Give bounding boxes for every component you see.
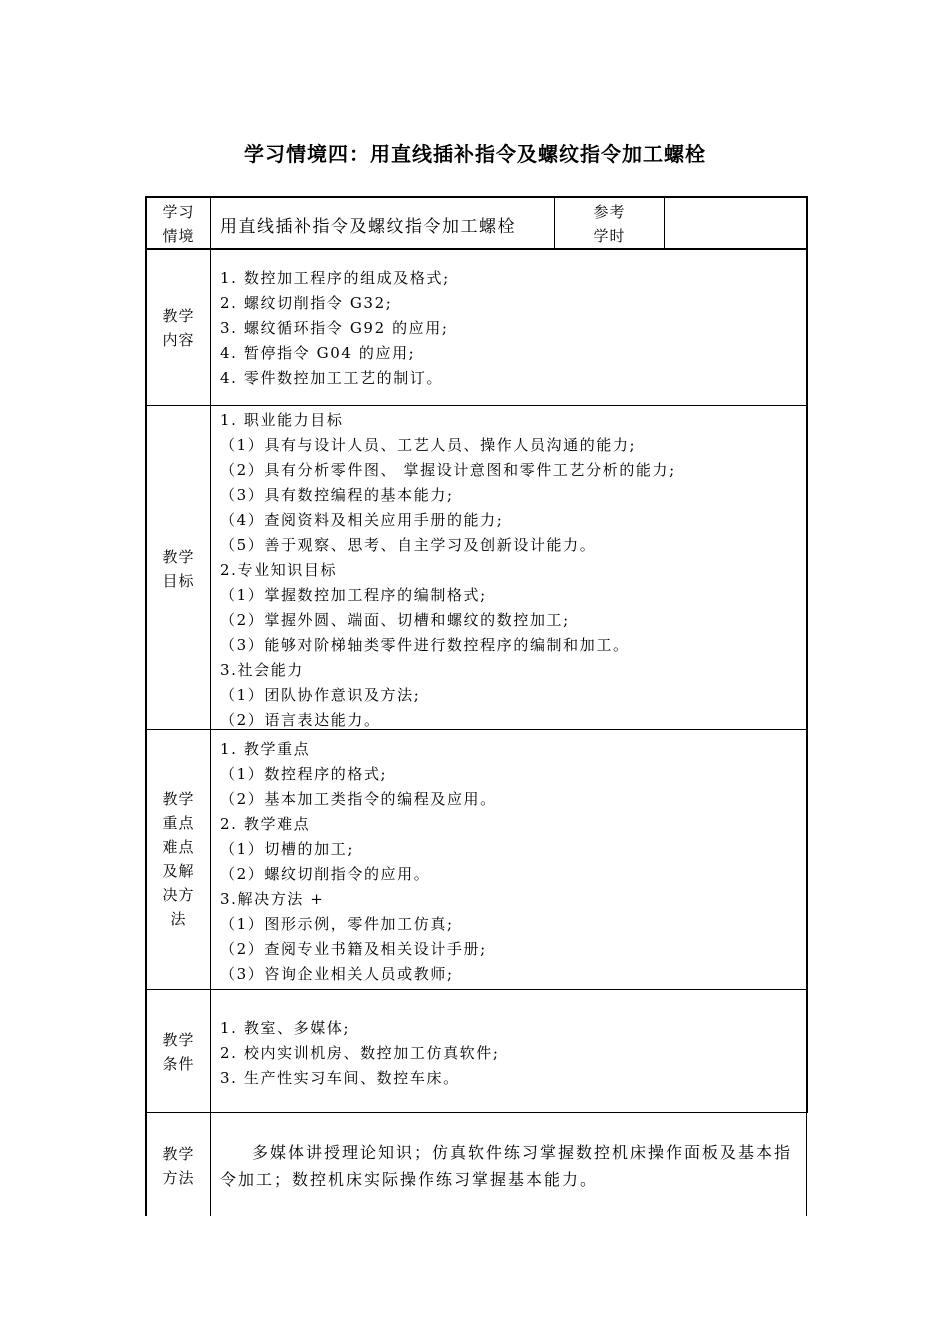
- row-divider-1: [145, 248, 808, 250]
- list-item: （1）图形示例，零件加工仿真;: [220, 915, 454, 933]
- list-item: （2）具有分析零件图、 掌握设计意图和零件工艺分析的能力;: [220, 461, 676, 479]
- table-border-right-lower: [806, 1113, 807, 1216]
- list-item: 2.专业知识目标: [220, 561, 338, 579]
- header-divider-2: [664, 196, 665, 249]
- table-border-right: [806, 196, 808, 1113]
- list-item: （4）查阅资料及相关应用手册的能力;: [220, 511, 504, 529]
- list-item: （1）具有与设计人员、工艺人员、操作人员沟通的能力;: [220, 436, 637, 454]
- content-label: 教学 内容: [162, 307, 195, 349]
- list-item: （2）螺纹切削指令的应用。: [220, 865, 431, 883]
- list-item: （1）数控程序的格式;: [220, 765, 388, 783]
- list-item: （2）掌握外圆、端面、切槽和螺纹的数控加工;: [220, 611, 570, 629]
- list-item: 4. 暂停指令 G04 的应用;: [220, 344, 416, 362]
- list-item: 1. 职业能力目标: [220, 411, 344, 429]
- list-item: 1. 数控加工程序的组成及格式;: [220, 269, 450, 287]
- table-border-top: [145, 196, 808, 198]
- goals-list: [220, 408, 676, 733]
- keypoints-label: 教学 重点 难点 及解 决方 法: [162, 790, 195, 928]
- list-item: 1. 教室、多媒体;: [220, 1019, 351, 1037]
- list-item: （2）查阅专业书籍及相关设计手册;: [220, 940, 487, 958]
- row-divider-5: [145, 1112, 808, 1113]
- list-item: 1. 教学重点: [220, 740, 311, 758]
- label-column-divider: [210, 196, 211, 1216]
- list-item: 3. 螺纹循环指令 G92 的应用;: [220, 319, 449, 337]
- goals-label: 教学 目标: [162, 548, 195, 590]
- hours-label: 参考 学时: [593, 203, 626, 245]
- list-item: （3）具有数控编程的基本能力;: [220, 486, 454, 504]
- list-item: （3）能够对阶梯轴类零件进行数控程序的编制和加工。: [220, 636, 630, 654]
- list-item: 3.社会能力: [220, 661, 304, 679]
- list-item: （1）掌握数控加工程序的编制格式;: [220, 586, 487, 604]
- document-title: 学习情境四：用直线插补指令及螺纹指令加工螺栓: [244, 142, 706, 166]
- list-item: 3.解决方法 +: [220, 890, 325, 908]
- list-item: 2. 校内实训机房、数控加工仿真软件;: [220, 1044, 500, 1062]
- list-item: 3. 生产性实习车间、数控车床。: [220, 1069, 460, 1087]
- keypoints-list: [220, 737, 497, 987]
- list-item: （2）语言表达能力。: [220, 711, 381, 729]
- situation-name: 用直线插补指令及螺纹指令加工螺栓: [220, 217, 516, 237]
- row-divider-2: [145, 405, 808, 406]
- content-list: [220, 266, 450, 391]
- conditions-list: [220, 1016, 500, 1091]
- methods-text: 多媒体讲授理论知识；仿真软件练习掌握数控机床操作面板及基本指令加工；数控机床实际操作练习掌握基本能力。: [220, 1143, 793, 1189]
- methods-label: 教学 方法: [162, 1145, 195, 1187]
- list-item: 2. 教学难点: [220, 815, 311, 833]
- list-item: （2）基本加工类指令的编程及应用。: [220, 790, 497, 808]
- list-item: （1）团队协作意识及方法;: [220, 686, 421, 704]
- list-item: （1）切槽的加工;: [220, 840, 354, 858]
- list-item: （3）咨询企业相关人员或教师;: [220, 965, 454, 983]
- row-divider-4: [145, 989, 808, 990]
- situation-label: 学习 情境: [162, 203, 195, 245]
- list-item: （5）善于观察、思考、自主学习及创新设计能力。: [220, 536, 597, 554]
- conditions-label: 教学 条件: [162, 1031, 195, 1073]
- lesson-plan-table: [145, 196, 807, 1216]
- list-item: 4. 零件数控加工工艺的制订。: [220, 369, 444, 387]
- list-item: 2. 螺纹切削指令 G32;: [220, 294, 393, 312]
